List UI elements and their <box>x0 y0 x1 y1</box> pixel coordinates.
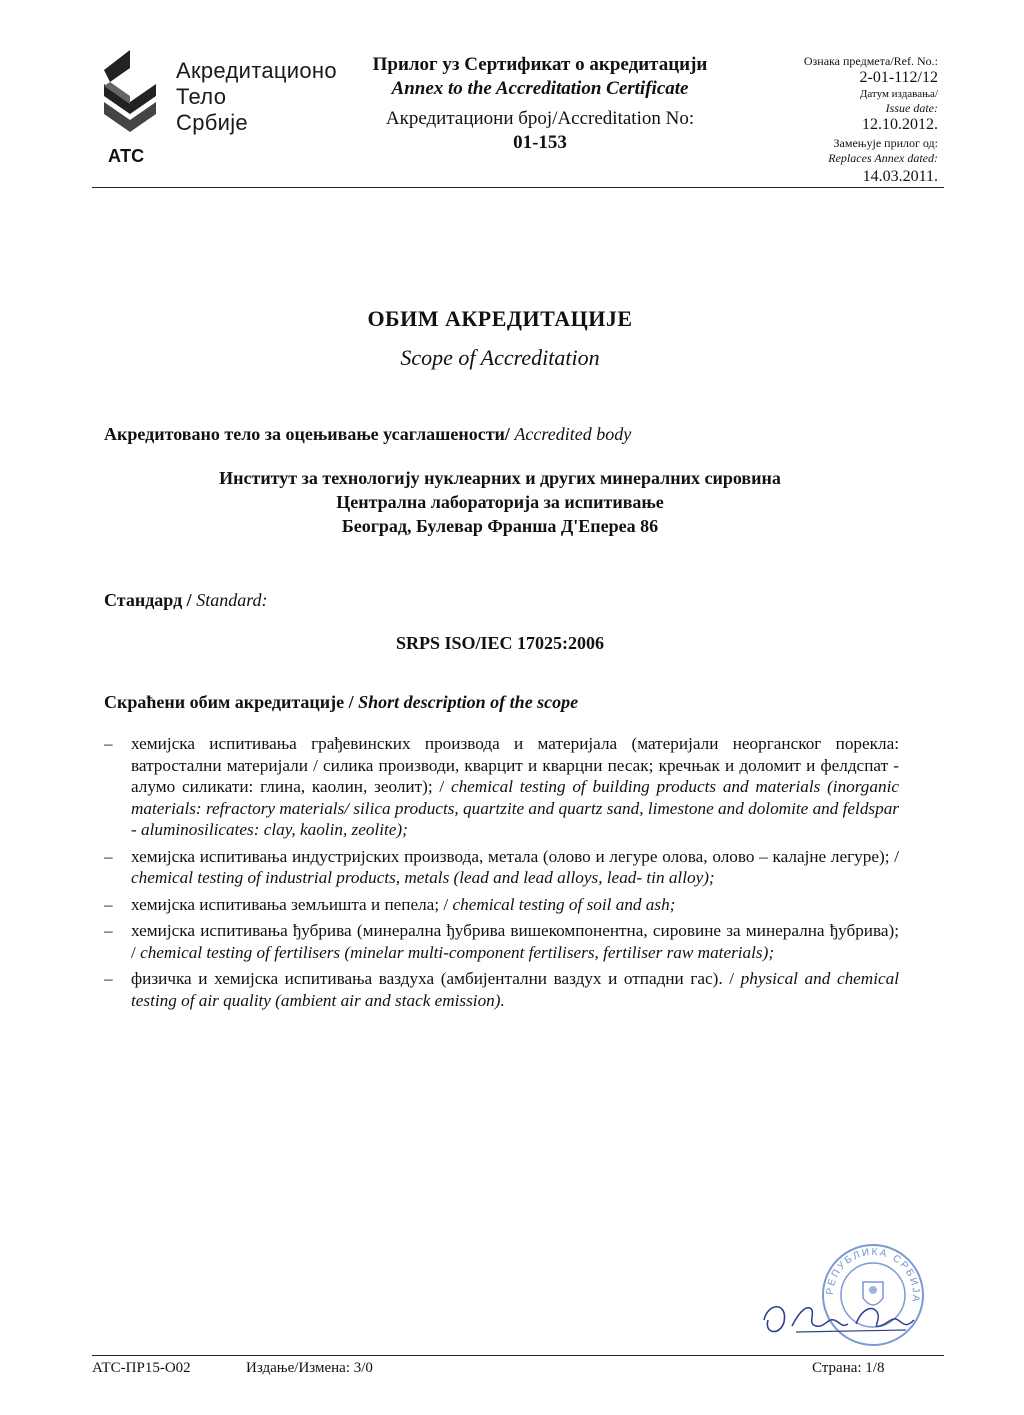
list-dash: – <box>104 846 113 866</box>
replaces-label-en: Replaces Annex dated: <box>828 151 938 165</box>
list-dash: – <box>104 921 113 940</box>
list-dash: – <box>104 734 113 753</box>
annex-title-sr: Прилог уз Сертификат о акредитацији <box>372 54 708 75</box>
replaces-date: 14.03.2011. <box>862 168 938 185</box>
scope-item-sr: хемијска испитивања ђубрива (минерална ђубрива вишекомпонентна, сировине за минерална ђубрива); / <box>131 921 899 962</box>
replaces-label-sr: Замењује прилог од: <box>833 136 938 150</box>
annex-title-en: Annex to the Accreditation Certificate <box>391 78 689 99</box>
issue-date: 12.10.2012. <box>862 116 938 133</box>
scope-item-sr: хемијска испитивања грађевинских производа и материјала (материјали неорганског порекла: ватростални материјали / силика производи, кварцит и кварцни песак; кречњак и доломит и фелдспат - алумо силикати: глина, каолин, зеолит); / <box>131 734 899 796</box>
form-code: АТС-ПР15-О02 <box>92 1360 191 1376</box>
issue-date-label-sr: Датум издавања/ <box>859 88 938 100</box>
list-dash: – <box>104 969 113 988</box>
scope-list <box>104 733 899 1016</box>
scope-item <box>104 968 899 1011</box>
ref-number-label: Ознака предмета/Ref. No.: <box>803 54 938 68</box>
scope-title-sr: ОБИМ АКРЕДИТАЦИЈЕ <box>367 306 633 331</box>
scope-item-en: chemical testing of industrial products, metals (lead and lead alloys, lead- tin alloy); <box>131 868 715 887</box>
scope-item <box>104 920 899 963</box>
list-dash: – <box>104 894 113 914</box>
scope-item <box>104 846 899 889</box>
accredited-body-label: Акредитовано тело за оцењивање усаглашености/ Accredited body <box>104 424 632 444</box>
svg-text:РЕПУБЛИКА СРБИЈА: РЕПУБЛИКА СРБИЈА <box>824 1246 922 1305</box>
header-divider <box>92 187 944 188</box>
edition-label: Издање/Измена: 3/0 <box>246 1360 373 1376</box>
issue-date-label-en: Issue date: <box>885 101 938 115</box>
accreditation-number-label: Акредитациони број/Accreditation No: <box>385 108 695 129</box>
signature-icon <box>756 1290 926 1350</box>
scope-item <box>104 733 899 841</box>
scope-item-sr: хемијска испитивања земљишта и пепела; / <box>131 894 453 914</box>
org-abbreviation: АТС <box>108 146 145 166</box>
institute-address: Београд, Булевар Франша Д'Еперea 86 <box>341 516 659 536</box>
ats-logo-icon <box>96 50 164 150</box>
footer-divider <box>92 1355 944 1356</box>
standard-value: SRPS ISO/IEC 17025:2006 <box>395 633 605 653</box>
laboratory-name: Централна лабораторија за испитивање <box>336 492 664 512</box>
page-number: Страна: 1/8 <box>812 1360 885 1376</box>
institute-name: Институт за технологију нуклеарних и других минералних сировина <box>219 468 781 488</box>
scope-item-en: physical and chemical testing of air quality (ambient air and stack emission). <box>131 969 899 1010</box>
org-name-line1: Акредитационо <box>176 58 337 83</box>
scope-item-sr: хемијска испитивања индустријских производа, метала (олово и легуре олова, олово – калајне легуре); / <box>131 846 899 866</box>
ref-number: 2-01-112/12 <box>859 69 938 86</box>
org-name-line3: Србије <box>176 110 248 135</box>
scope-item-sr: физичка и хемијска испитивања ваздуха (амбијентални ваздух и отпадни гас). / <box>131 969 741 988</box>
scope-item-en: chemical testing of building products and materials (inorganic materials: refractory materials/ silica products, quartzite and quartz sand, limestone and dolomite and feldspar - aluminosilicates: clay, kaolin, zeolite); <box>131 777 899 839</box>
accreditation-number: 01-153 <box>513 132 567 153</box>
scope-item-en: chemical testing of soil and ash; <box>452 894 676 914</box>
scope-title-en: Scope of Accreditation <box>400 345 600 370</box>
scope-label: Скраћени обим акредитације / Short description of the scope <box>104 692 579 712</box>
standard-label: Стандард / Standard: <box>104 590 268 610</box>
scope-item-en: chemical testing of fertilisers (minelar multi-component fertilisers, fertiliser raw materials); <box>140 942 775 962</box>
scope-item <box>104 894 899 916</box>
org-name-line2: Тело <box>176 84 227 109</box>
